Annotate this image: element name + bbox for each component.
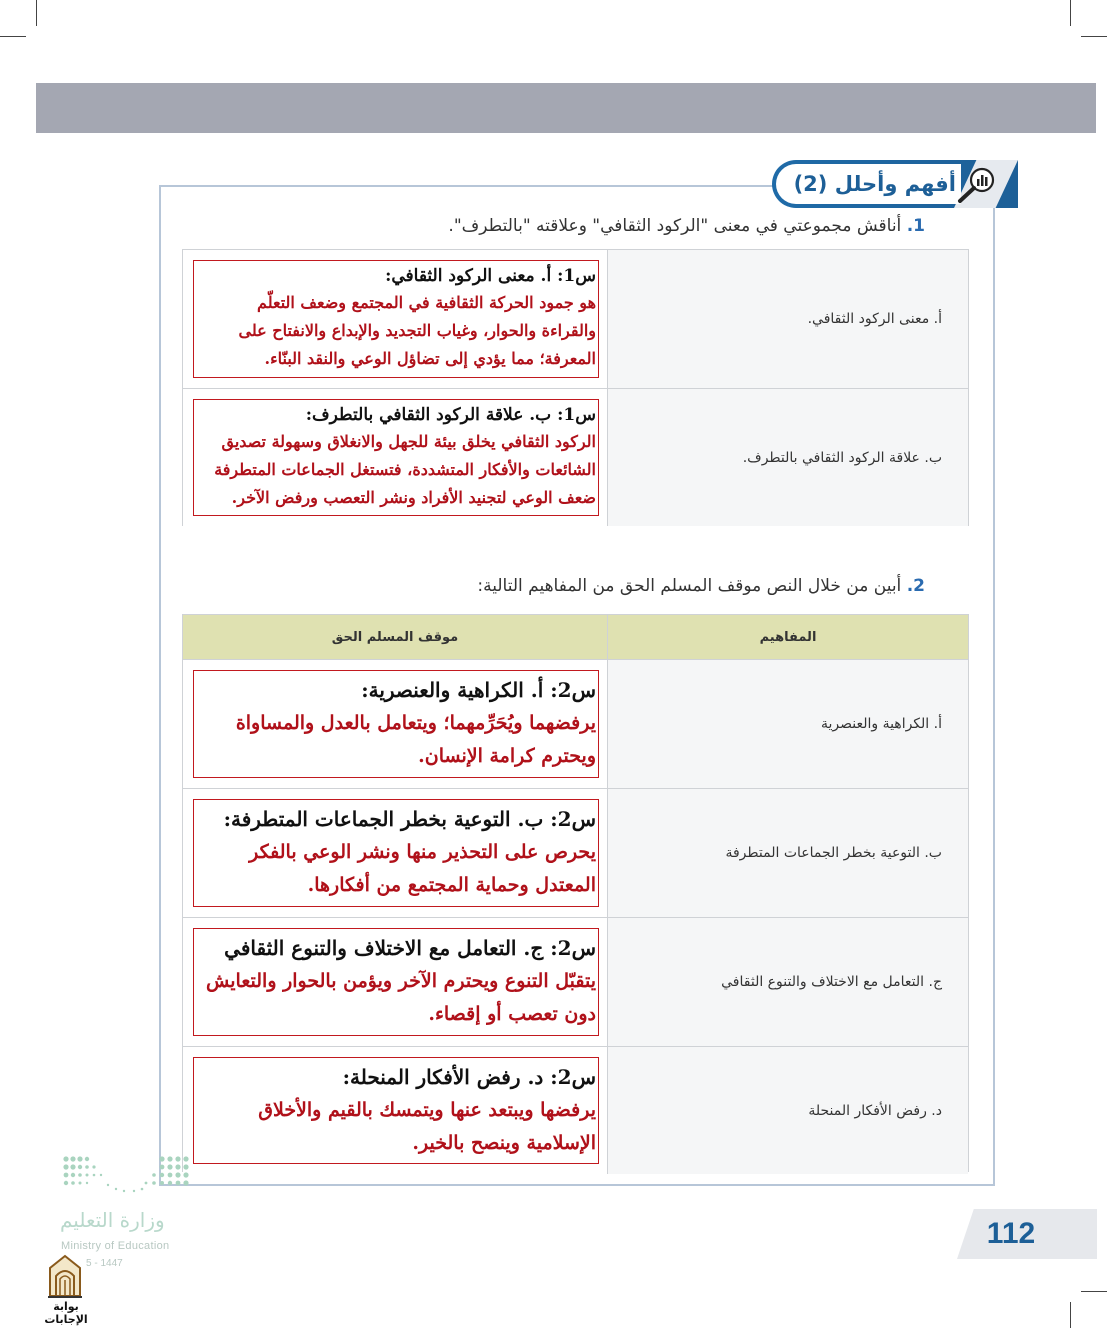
header-band (36, 83, 1096, 133)
question-2-title (477, 576, 925, 596)
ministry-logo-icon (58, 1153, 198, 1201)
concept-label: أ. الكراهية والعنصرية (820, 716, 942, 732)
answer-cell (183, 1047, 608, 1174)
answer-text: هو جمود الحركة الثقافية في المجتمع وضعف التعلّم والقراءة والحوار، وغياب التجديد والإبداع والانفتاح على المعرفة؛ مما يؤدي إلى تضاؤل الوعي والنقد البنّاء. (238, 293, 596, 368)
question-2-table (182, 614, 969, 1172)
crop-mark (0, 36, 26, 37)
magnifier-chart-icon (954, 164, 1000, 204)
concept-label: ب. علاقة الركود الثقافي بالتطرف. (742, 449, 942, 466)
page-number: 112 (986, 1217, 1036, 1250)
column-header-position: موقف المسلم الحق (331, 629, 459, 645)
answer-heading: س1: أ. معنى الركود الثقافي: (385, 266, 596, 286)
answer-box (193, 799, 599, 907)
question-1-table (182, 249, 969, 526)
column-header-concepts: المفاهيم (759, 629, 817, 645)
answer-heading: س2: ب. التوعية بخطر الجماعات المتطرفة: (223, 807, 596, 831)
crop-mark (1081, 36, 1107, 37)
section-title: أفهم وأحلل (2) (793, 172, 956, 196)
answer-box (193, 260, 599, 378)
answer-heading: س2: أ. الكراهية والعنصرية: (361, 678, 596, 702)
crop-mark (1081, 1291, 1107, 1292)
answer-heading: س1: ب. علاقة الركود الثقافي بالتطرف: (305, 405, 596, 425)
answer-box (193, 670, 599, 778)
ministry-year: 5 - 1447 (86, 1258, 123, 1269)
answer-cell (183, 660, 608, 788)
table-row (183, 789, 968, 918)
table-row (183, 918, 968, 1047)
concept-label: أ. معنى الركود الثقافي. (807, 311, 942, 327)
answer-text: يرفضهما ويُحَرِّمهما؛ ويتعامل بالعدل والمساواة ويحترم كرامة الإنسان. (235, 712, 596, 767)
answer-box (193, 1057, 599, 1164)
table-row (183, 250, 968, 389)
answer-text: الركود الثقافي يخلق بيئة للجهل والانغلاق وسهولة تصديق الشائعات والأفكار المتشددة، فتستغل الجماعات المتطرفة ضعف الوعي لتجنيد الأفراد ونشر التعصب ورفض الآخر. (214, 432, 596, 507)
answer-cell (183, 918, 608, 1046)
table-row (183, 660, 968, 789)
concept-label: د. رفض الأفكار المنحلة (808, 1102, 942, 1119)
answer-text: يحرص على التحذير منها ونشر الوعي بالفكر المعتدل وحماية المجتمع من أفكارها. (249, 841, 596, 896)
answer-cell (183, 789, 608, 917)
answer-box (193, 928, 599, 1036)
answer-text: يرفضها ويبتعد عنها ويتمسك بالقيم والأخلاق الإسلامية وينصح بالخير. (258, 1099, 596, 1154)
table-row (183, 389, 968, 526)
crop-mark (1070, 1302, 1071, 1328)
question-number: 1. (906, 216, 925, 236)
portal-logo-icon (44, 1254, 86, 1300)
answer-cell (183, 389, 608, 526)
table-header-row (183, 615, 968, 660)
answer-text: يتقبّل التنوع ويحترم الآخر ويؤمن بالحوار والتعايش دون تعصب أو إقصاء. (206, 970, 596, 1025)
answer-cell (183, 250, 608, 388)
question-1-title (448, 216, 925, 236)
answer-box (193, 399, 599, 516)
answer-heading: س2: ج. التعامل مع الاختلاف والتنوع الثقافي (224, 936, 596, 960)
concept-label: ج. التعامل مع الاختلاف والتنوع الثقافي (721, 974, 942, 990)
question-number: 2. (906, 576, 925, 596)
question-text: أناقش مجموعتي في معنى "الركود الثقافي" وعلاقته "بالتطرف". (448, 216, 907, 236)
crop-mark (1070, 0, 1071, 26)
table-row (183, 1047, 968, 1174)
crop-mark (36, 0, 37, 26)
portal-name: بوابة الإجابات (44, 1300, 88, 1326)
ministry-name-en: Ministry of Education (61, 1240, 170, 1252)
ministry-name-ar: وزارة التعليم (60, 1208, 165, 1232)
answer-heading: س2: د. رفض الأفكار المنحلة: (342, 1065, 596, 1089)
header-cell (183, 615, 608, 659)
concept-label: ب. التوعية بخطر الجماعات المتطرفة (725, 845, 942, 861)
question-text: أبين من خلال النص موقف المسلم الحق من المفاهيم التالية: (477, 576, 907, 596)
